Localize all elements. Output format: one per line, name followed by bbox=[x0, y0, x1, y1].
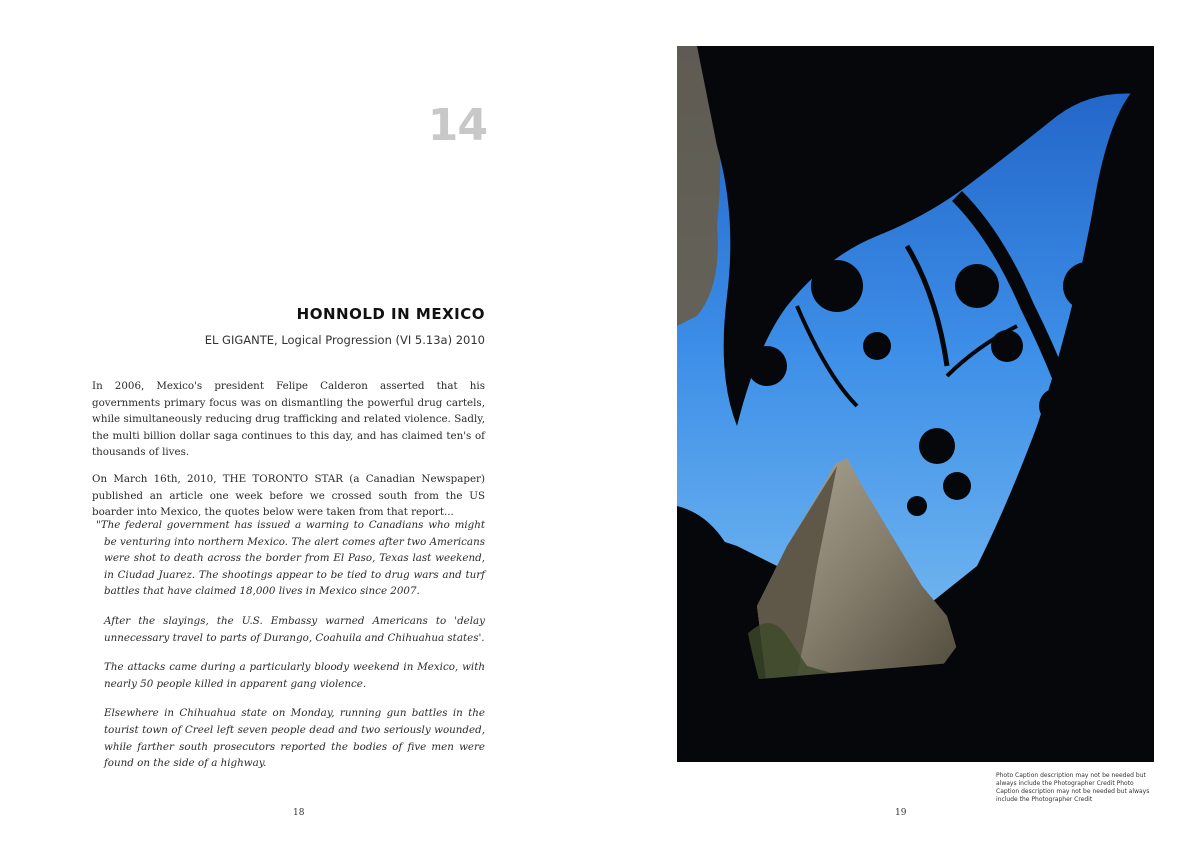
page-number: 18 bbox=[293, 808, 305, 818]
photo-caption: Photo Caption description may not be needed but always include the Photographer Credit Photo Caption description may not be needed but always include the Photographer Credit bbox=[996, 772, 1150, 803]
article-subtitle: EL GIGANTE, Logical Progression (VI 5.13a) 2010 bbox=[204, 333, 485, 347]
page-number: 19 bbox=[895, 808, 907, 818]
body-paragraph: On March 16th, 2010, THE TORONTO STAR (a Canadian Newspaper) published an article one week before we crossed south from the US boarder into Mexico, the quotes below were taken from that report... bbox=[92, 472, 485, 519]
right-page bbox=[600, 0, 1200, 854]
quote-paragraph: After the slayings, the U.S. Embassy warned Americans to 'delay unnecessary travel to parts of Durango, Coahuila and Chihuahua states'. bbox=[104, 614, 485, 644]
quote-block bbox=[96, 517, 485, 785]
article-title: HONNOLD IN MEXICO bbox=[296, 305, 485, 323]
body-paragraph: In 2006, Mexico's president Felipe Calderon asserted that his governments primary focus was on dismantling the powerful drug cartels, while simultaneously reducing drug trafficking and related violence. Sadly, the multi billion dollar saga continues to this day, and has claimed ten's of thousands of lives. bbox=[92, 380, 485, 459]
photo-illustration bbox=[677, 46, 1154, 762]
quote-paragraph: "The federal government has issued a warning to Canadians who might be venturing into northern Mexico. The alert comes after two Americans were shot to death across the border from El Paso, Texas last weekend, in Ciudad Juarez. The shootings appear to be tied to drug wars and turf battles that have claimed 18,000 lives in Mexico since 2007. bbox=[96, 519, 485, 598]
quote-paragraph: Elsewhere in Chihuahua state on Monday, running gun battles in the tourist town of Creel left seven people dead and two seriously wounded, while farther south prosecutors reported the bodies of five men were found on the side of a highway. bbox=[104, 707, 485, 770]
chapter-number: 14 bbox=[427, 100, 487, 151]
landscape-photo bbox=[677, 46, 1154, 762]
body-text bbox=[92, 378, 485, 531]
quote-paragraph: The attacks came during a particularly bloody weekend in Mexico, with nearly 50 people killed in apparent gang violence. bbox=[104, 661, 485, 690]
